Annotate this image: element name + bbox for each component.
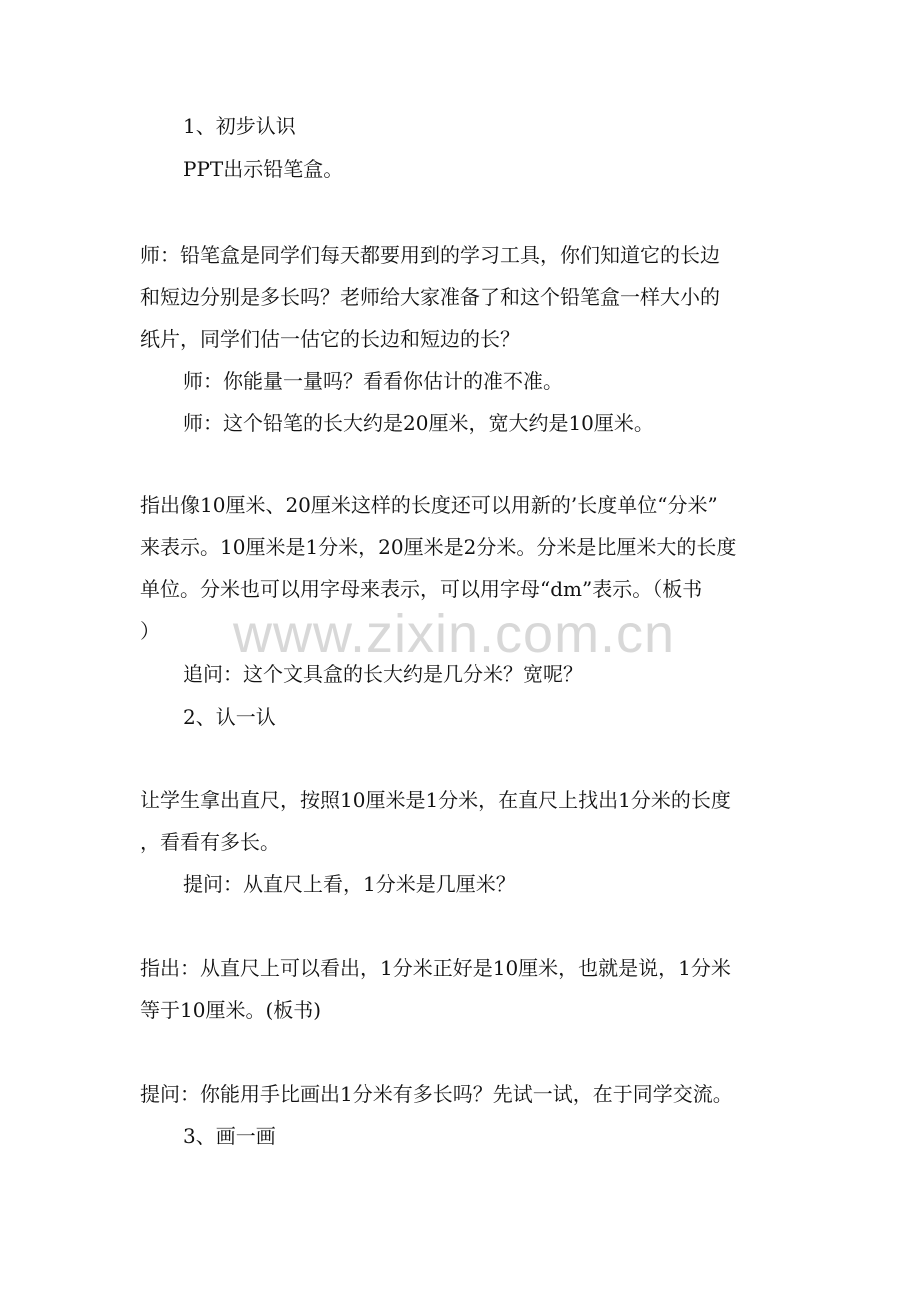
paragraph-line: 师：铅笔盒是同学们每天都要用到的学习工具，你们知道它的长边: [140, 243, 720, 267]
paragraph-line: 来表示。10厘米是1分米，20厘米是2分米。分米是比厘米大的长度: [140, 535, 737, 559]
watermark-text: www.zixin.com.cn: [233, 604, 676, 664]
paragraph-line: 师：你能量一量吗？看看你估计的准不准。: [183, 369, 563, 393]
paragraph-line: 和短边分别是多长吗？老师给大家准备了和这个铅笔盒一样大小的: [140, 285, 720, 309]
paragraph-line: 提问：你能用手比画出1分米有多长吗？先试一试，在于同学交流。: [140, 1082, 733, 1106]
section-heading-2: 2、认一认: [183, 705, 276, 729]
paragraph-line: ）: [140, 619, 160, 643]
paragraph-line: 单位。分米也可以用字母来表示，可以用字母“dm”表示。（板书: [140, 577, 703, 601]
paragraph-line: ，看看有多长。: [140, 830, 280, 854]
paragraph-line: 追问：这个文具盒的长大约是几分米？宽呢？: [183, 662, 583, 686]
paragraph-line: 师：这个铅笔的长大约是20厘米，宽大约是10厘米。: [183, 411, 654, 435]
section-heading-3: 3、画一画: [183, 1124, 276, 1148]
paragraph-line: 等于10厘米。(板书): [140, 998, 322, 1022]
paragraph-line: 指出：从直尺上可以看出，1分米正好是10厘米，也就是说，1分米: [140, 956, 731, 980]
paragraph-line: 指出像10厘米、20厘米这样的长度还可以用新的’长度单位“分米”: [140, 493, 718, 517]
paragraph-line: PPT出示铅笔盒。: [183, 157, 344, 181]
section-heading-1: 1、初步认识: [183, 114, 296, 138]
paragraph-line: 纸片，同学们估一估它的长边和短边的长？: [140, 327, 520, 351]
paragraph-line: 让学生拿出直尺，按照10厘米是1分米，在直尺上找出1分米的长度: [140, 788, 731, 812]
paragraph-line: 提问：从直尺上看，1分米是几厘米？: [183, 872, 516, 896]
